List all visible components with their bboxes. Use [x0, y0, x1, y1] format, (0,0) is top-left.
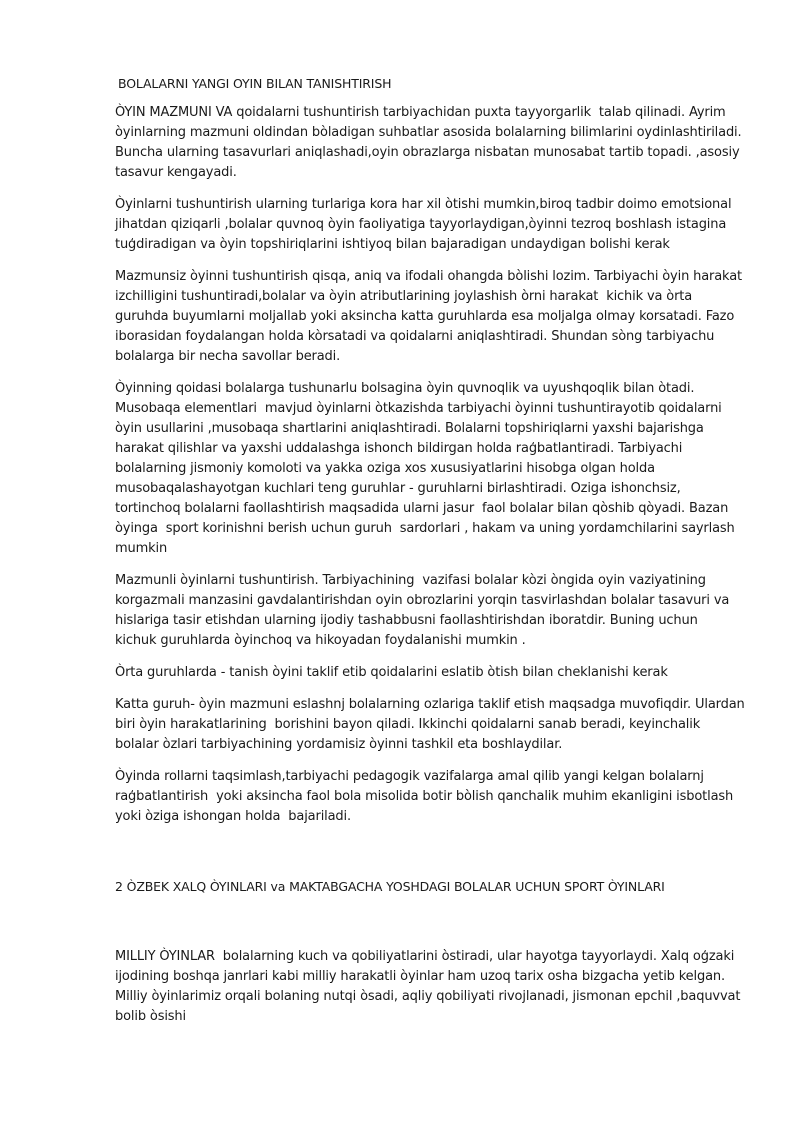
paragraph-role-distribution: Òyinda rollarni taqsimlash,tarbiyachi pedagogik vazifalarga amal qilib yangi kelgan bolalarnj raģbatlantirish yoki aksincha faol bola misolida botir bòlish qanchalik muhim ekanligini isbotlash yoki òziga ishongan holda bajariladi. [115, 769, 738, 824]
paragraph-game-content-rules: ÒYIN MAZMUNI VA qoidalarni tushuntirish tarbiyachidan puxta tayyorgarlik talab qilinadi. Ayrim òyinlarning mazmuni oldindan bòladigan suhbatlar asosida bolalarning bilimlarini oydinlashtiriladi. Buncha ularning tasavurlari aniqlashadi,oyin obrazlarga nisbatan munosabat tartib topadi. ,asosiy tasavur kengayadi. [115, 105, 746, 180]
paragraph-national-games: MILLIY ÒYINLAR bolalarning kuch va qobiliyatlarini òstiradi, ular hayotga tayyorlaydi. Xalq oģzaki ijodining boshqa janrlari kabi milliy harakatli òyinlar ham uzoq tarix osha bizgacha yetib kelgan. Milliy òyinlarimiz orqali bolaning nutqi òsadi, aqliy qobiliyati rivojlanadi, jismonan epchil ,baquvvat bolib òsishi [115, 949, 745, 1024]
document-body [115, 74, 747, 1039]
paragraph-middle-groups: Òrta guruhlarda - tanish òyini taklif etib qoidalarini eslatib òtish bilan cheklanishi kerak [115, 665, 668, 680]
paragraph-game-rules: Òyinning qoidasi bolalarga tushunarlu bolsagina òyin quvnoqlik va uyushqoqlik bilan òtadi. Musobaqa elementlari mavjud òyinlarni òtkazishda tarbiyachi òyinni tushuntirayotib qoidalarni òyin usullarini ,musobaqa shartlarini aniqlashtiradi. Bolalarni topshiriqlarni yaxshi bajarishga harakat qilishlar va yaxshi uddalashga ishonch bildirgan holda raģbatlantiradi. Tarbiyachi bolalarning jismoniy komoloti va yakka oziga xos xususiyatlarini hisobga olgan holda musobaqalashayotgan kuchlari teng guruhlar - guruhlarni birlashtiradi. Oziga ishonchsiz, tortinchoq bolalarni faollashtirish maqsadida ularni jasur faol bolalar bilan qòshib qòyadi. Bazan òyinga sport korinishni berish uchun guruh sardorlari , hakam va uning yordamchilarini sayrlash mumkin [115, 381, 739, 556]
document-title: BOLALARNI YANGI OYIN BILAN TANISHTIRISH [118, 76, 392, 91]
paragraph-plot-games: Mazmunli òyinlarni tushuntirish. Tarbiyachining vazifasi bolalar kòzi òngida oyin vaziyatining korgazmali manzasini gavdalantirishdan oyin obrozlarini yorqin tasvirlashdan bolalar tasavuri va hislariga tasir etishdan ularning ijodiy tashabbusni faollashtirishdan iboratdir. Buning uchun kichuk guruhlarda òyinchoq va hikoyadan foydalanishi mumkin . [115, 573, 734, 648]
paragraph-explaining-games: Òyinlarni tushuntirish ularning turlariga kora har xil òtishi mumkin,biroq tadbir doimo emotsional jihatdan qiziqarli ,bolalar quvnoq òyin faoliyatiga tayyorlaydigan,òyinni tezroq boshlash istagina tuģdiradigan va òyin topshiriqlarini ishtiyoq bilan bajaradigan undaydigan bolishi kerak [115, 197, 736, 252]
section-heading: 2 ÒZBEK XALQ ÒYINLARI va MAKTABGACHA YOSHDAGI BOLALAR UCHUN SPORT ÒYINLARI [115, 879, 665, 894]
paragraph-older-group: Katta guruh- òyin mazmuni eslashnj bolalarning ozlariga taklif etish maqsadga muvofiqdir. Ulardan biri òyin harakatlarining borishini bayon qiladi. Ikkinchi qoidalarni sanab beradi, keyinchalik bolalar òzlari tarbiyachining yordamisiz òyinni tashkil eta boshlaydilar. [115, 697, 749, 752]
paragraph-plotless-games: Mazmunsiz òyinni tushuntirish qisqa, aniq va ifodali ohangda bòlishi lozim. Tarbiyachi òyin harakat izchilligini tushuntiradi,bolalar va òyin atributlarining joylashish òrni harakat kichik va òrta guruhda buyumlarni moljallab yoki aksincha katta guruhlarda esa moljalga olmay korsatadi. Fazo iborasidan foydalangan holda kòrsatadi va qoidalarni aniqlashtiradi. Shundan sòng tarbiyachu bolalarga bir necha savollar beradi. [115, 269, 746, 364]
